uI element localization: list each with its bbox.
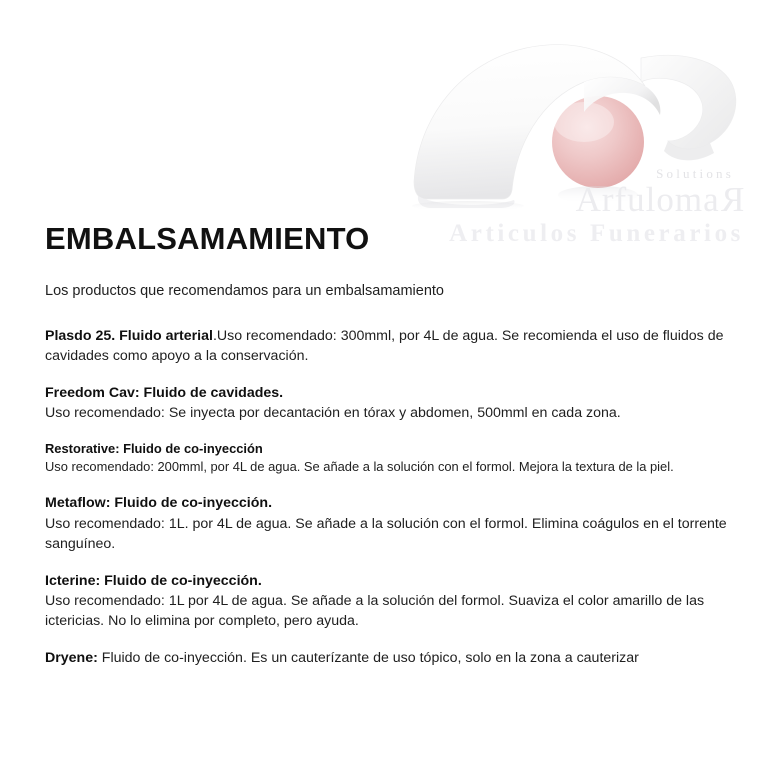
section-plasdo <box>45 326 745 366</box>
company-letterhead <box>398 20 758 247</box>
section-freedom-cav-heading: Freedom Cav: Fluido de cavidades. <box>45 384 284 401</box>
section-plasdo-heading: Plasdo 25. Fluido arterial <box>45 327 213 344</box>
section-restorative-body: Uso recomendado: 200mml, por 4L de agua. Se añade a la solución con el formol. Mejora la textura de la piel. <box>45 459 674 475</box>
section-dryene <box>45 648 745 668</box>
logo-brand-reversed-r: R <box>719 180 744 219</box>
logo-brand-prefix: Arfuloma <box>575 180 720 219</box>
section-metaflow <box>45 493 745 553</box>
section-freedom-cav <box>45 383 745 423</box>
section-metaflow-body: Uso recomendado: 1L. por 4L de agua. Se añade a la solución con el formol. Elimina coágulos en el torrente sanguíneo. <box>45 515 727 552</box>
section-metaflow-heading: Metaflow: Fluido de co-inyección. <box>45 495 273 512</box>
section-restorative-heading: Restorative: Fluido de co-inyección <box>45 441 263 457</box>
section-restorative <box>45 440 745 476</box>
document-body <box>45 222 745 686</box>
section-plasdo-body: .Uso recomendado: 300mml, por 4L de agua. Se recomienda el uso de fluidos de cavidades como apoyo a la conservación. <box>45 327 724 364</box>
section-freedom-cav-body: Uso recomendado: Se inyecta por decantación en tórax y abdomen, 500mml en cada zona. <box>45 405 621 422</box>
logo-tagline-text: Articulos Funerarios <box>449 220 744 247</box>
section-dryene-heading: Dryene: <box>45 650 98 667</box>
section-dryene-body: Fluido de co-inyección. Es un cauterízante de uso tópico, solo en la zona a cauterizar <box>97 650 639 667</box>
document-subtitle: Los productos que recomendamos para un embalsamamiento <box>45 283 444 300</box>
section-icterine-body: Uso recomendado: 1L por 4L de agua. Se añade a la solución del formol. Suaviza el color amarillo de las ictericias. No lo elimina por completo, pero ayuda. <box>45 593 705 630</box>
logo-brand-text <box>449 182 744 217</box>
section-icterine-heading: Icterine: Fluido de co-inyección. <box>45 572 262 589</box>
section-icterine <box>45 571 745 631</box>
page-title: EMBALSAMAMIENTO <box>45 221 370 256</box>
logo-solutions-text: Solutions <box>656 166 734 181</box>
